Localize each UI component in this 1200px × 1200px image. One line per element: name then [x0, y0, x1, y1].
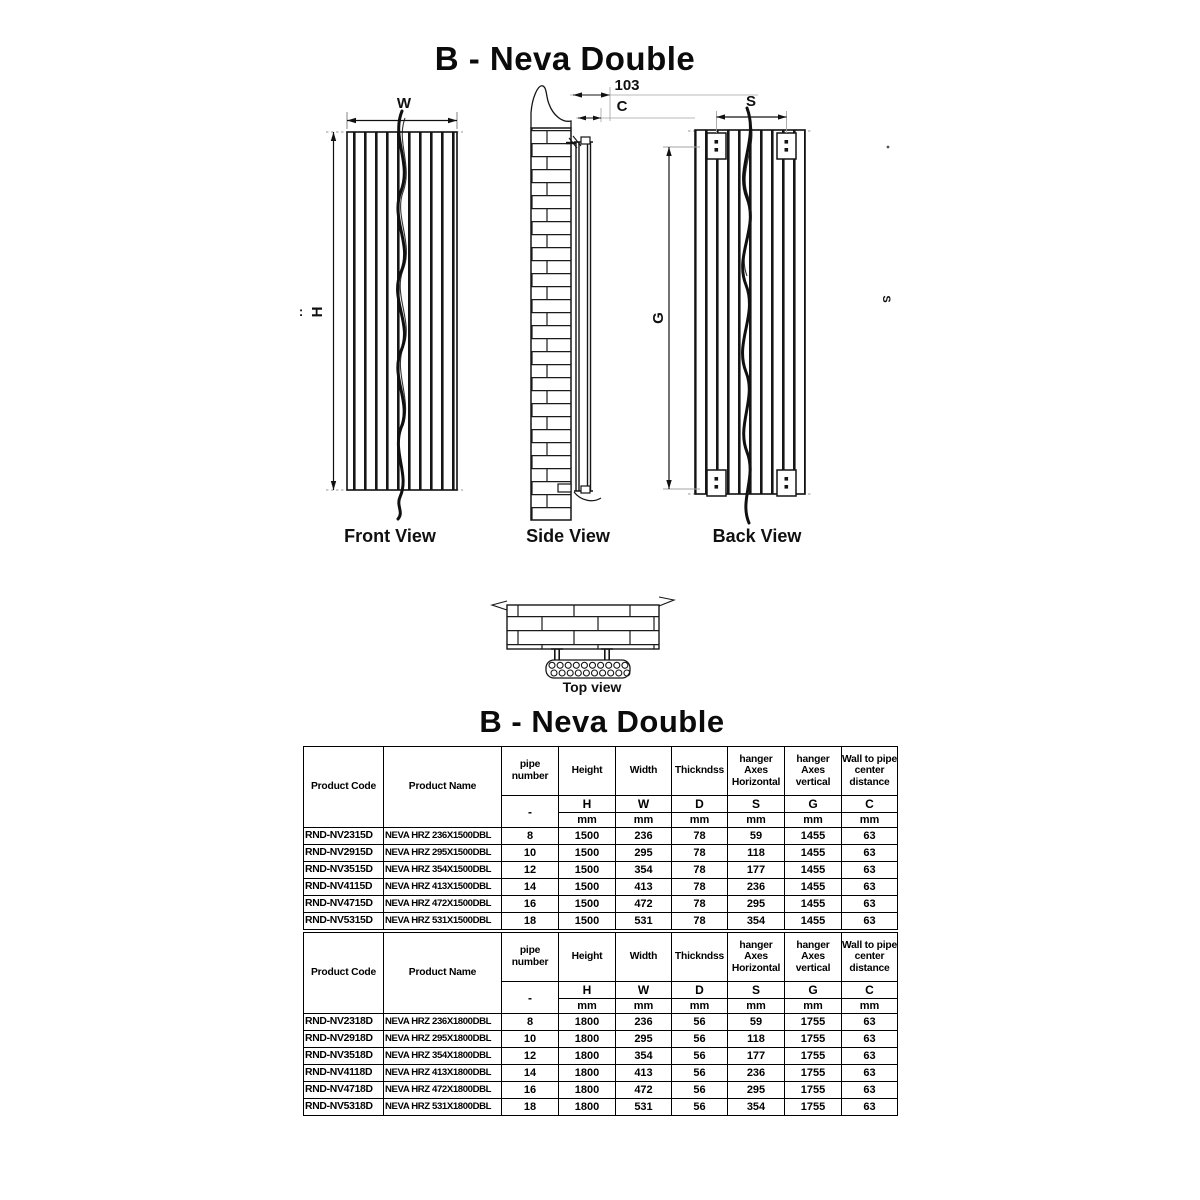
unit-mm: mm: [842, 999, 898, 1014]
table-cell: 12: [502, 1048, 559, 1065]
table-cell: NEVA HRZ 531X1500DBL: [384, 913, 502, 930]
stray-s-mark: S: [880, 295, 892, 303]
spec-table-1800: [303, 932, 898, 1116]
front-view-label: Front View: [344, 526, 436, 546]
table-cell: 63: [842, 1014, 898, 1031]
table-cell: 1755: [785, 1099, 842, 1116]
table-cell: 295: [728, 1082, 785, 1099]
unit-mm: mm: [559, 813, 616, 828]
table-cell: 59: [728, 828, 785, 845]
table-cell: 354: [616, 1048, 672, 1065]
table-cell: 59: [728, 1014, 785, 1031]
table-cell: 63: [842, 845, 898, 862]
table-cell: 1755: [785, 1065, 842, 1082]
table-cell: 295: [616, 845, 672, 862]
arrow-icon: [448, 118, 457, 123]
table-cell: 1455: [785, 913, 842, 930]
table-cell: 1500: [559, 828, 616, 845]
table-row: [304, 1082, 898, 1099]
table-cell: 8: [502, 828, 559, 845]
table-cell: 354: [616, 862, 672, 879]
table-cell: 18: [502, 1099, 559, 1116]
arrow-icon: [331, 481, 336, 490]
table-cell: 78: [672, 913, 728, 930]
table-cell: 1755: [785, 1082, 842, 1099]
sym-h: H: [559, 796, 616, 813]
hanger-bracket: [707, 133, 726, 159]
pipe-placeholder: -: [502, 982, 559, 1014]
table-cell: 56: [672, 1099, 728, 1116]
table-cell: RND-NV4115D: [304, 879, 384, 896]
table-cell: 18: [502, 913, 559, 930]
table-row: [304, 896, 898, 913]
table-cell: 1455: [785, 896, 842, 913]
table-cell: 177: [728, 1048, 785, 1065]
col-width: Width: [616, 933, 672, 982]
table-cell: RND-NV2918D: [304, 1031, 384, 1048]
unit-mm: mm: [616, 999, 672, 1014]
spec-table-1800-wrap: [303, 932, 897, 1116]
col-product-code: Product Code: [304, 933, 384, 1014]
table-cell: 63: [842, 896, 898, 913]
col-pipe-number: pipe number: [502, 747, 559, 796]
radiator-side-profile: [574, 142, 593, 491]
col-height: Height: [559, 747, 616, 796]
table-cell: 56: [672, 1031, 728, 1048]
sym-w: W: [616, 796, 672, 813]
table-cell: NEVA HRZ 531X1800DBL: [384, 1099, 502, 1116]
table-cell: RND-NV4718D: [304, 1082, 384, 1099]
bottom-bracket: [558, 484, 571, 492]
dim-label-103: 103: [614, 77, 640, 94]
table-cell: 14: [502, 879, 559, 896]
table-cell: 177: [728, 862, 785, 879]
margin-mark: :: [298, 304, 304, 319]
arrow-icon: [601, 92, 610, 97]
bottom-valve: [581, 486, 590, 493]
table-cell: 63: [842, 862, 898, 879]
table-cell: 531: [616, 1099, 672, 1116]
table-cell: 1455: [785, 862, 842, 879]
table-cell: 1455: [785, 828, 842, 845]
wall-break-top: [531, 86, 571, 128]
table-cell: 118: [728, 845, 785, 862]
table-cell: 295: [728, 896, 785, 913]
table-cell: 1800: [559, 1082, 616, 1099]
arrow-icon: [331, 132, 336, 141]
hanger-bracket: [777, 133, 796, 159]
table-cell: 63: [842, 913, 898, 930]
table-cell: RND-NV2915D: [304, 845, 384, 862]
col-hanger-horizontal: hanger Axes Horizontal: [728, 747, 785, 796]
table-cell: 531: [616, 913, 672, 930]
table-cell: 63: [842, 879, 898, 896]
table-cell: RND-NV5318D: [304, 1099, 384, 1116]
unit-mm: mm: [728, 813, 785, 828]
table-cell: 236: [616, 828, 672, 845]
unit-mm: mm: [559, 999, 616, 1014]
table-cell: 295: [616, 1031, 672, 1048]
table-cell: 63: [842, 1065, 898, 1082]
sym-h: H: [559, 982, 616, 999]
table-cell: 78: [672, 845, 728, 862]
dim-label-w: W: [396, 95, 412, 112]
table-cell: 413: [616, 879, 672, 896]
table-cell: 236: [616, 1014, 672, 1031]
sym-s: S: [728, 982, 785, 999]
table-cell: 1500: [559, 862, 616, 879]
brick-wall-top: [507, 605, 659, 649]
table-cell: 78: [672, 862, 728, 879]
table-cell: 10: [502, 845, 559, 862]
unit-mm: mm: [785, 999, 842, 1014]
sym-d: D: [672, 982, 728, 999]
sym-w: W: [616, 982, 672, 999]
arrow-icon: [578, 116, 586, 121]
back-view: [650, 93, 892, 546]
table-cell: 413: [616, 1065, 672, 1082]
table-row: [304, 1065, 898, 1082]
table-cell: 1800: [559, 1048, 616, 1065]
table-cell: NEVA HRZ 295X1500DBL: [384, 845, 502, 862]
unit-mm: mm: [672, 813, 728, 828]
table-cell: 1755: [785, 1014, 842, 1031]
unit-mm: mm: [616, 813, 672, 828]
table-cell: 56: [672, 1082, 728, 1099]
col-hanger-horizontal: hanger Axes Horizontal: [728, 933, 785, 982]
dim-extension: [601, 87, 610, 122]
table-cell: 118: [728, 1031, 785, 1048]
arrow-icon: [666, 147, 671, 156]
arrow-icon: [666, 480, 671, 489]
table-cell: NEVA HRZ 236X1800DBL: [384, 1014, 502, 1031]
col-thickness: Thickndss: [672, 747, 728, 796]
table-cell: NEVA HRZ 413X1800DBL: [384, 1065, 502, 1082]
stray-dot: [887, 146, 890, 149]
spec-table-1500-wrap: [303, 746, 897, 930]
table-cell: NEVA HRZ 354X1800DBL: [384, 1048, 502, 1065]
table-cell: 1455: [785, 879, 842, 896]
table-cell: NEVA HRZ 472X1500DBL: [384, 896, 502, 913]
col-thickness: Thickndss: [672, 933, 728, 982]
arrow-icon: [778, 114, 787, 119]
sym-c: C: [842, 982, 898, 999]
table-row: [304, 1048, 898, 1065]
arrow-icon: [593, 116, 601, 121]
table-cell: 63: [842, 828, 898, 845]
table-cell: 1500: [559, 913, 616, 930]
top-view: [492, 597, 674, 695]
table-cell: 1500: [559, 879, 616, 896]
unit-mm: mm: [842, 813, 898, 828]
table-cell: 354: [728, 1099, 785, 1116]
table-cell: 1755: [785, 1031, 842, 1048]
sym-c: C: [842, 796, 898, 813]
wall-break-right: [659, 597, 674, 606]
unit-mm: mm: [728, 999, 785, 1014]
table-cell: 472: [616, 1082, 672, 1099]
table-cell: NEVA HRZ 413X1500DBL: [384, 879, 502, 896]
col-wall-to-pipe: Wall to pipe center distance: [842, 747, 898, 796]
table-cell: 1500: [559, 896, 616, 913]
table-row: [304, 845, 898, 862]
col-product-name: Product Name: [384, 747, 502, 828]
table-cell: 1755: [785, 1048, 842, 1065]
table-cell: RND-NV4118D: [304, 1065, 384, 1082]
sym-d: D: [672, 796, 728, 813]
table-cell: RND-NV5315D: [304, 913, 384, 930]
table-cell: 16: [502, 896, 559, 913]
col-hanger-vertical: hanger Axes vertical: [785, 933, 842, 982]
back-view-label: Back View: [712, 526, 802, 546]
sym-s: S: [728, 796, 785, 813]
table-cell: 63: [842, 1048, 898, 1065]
dim-label-c: C: [616, 98, 628, 115]
table-cell: NEVA HRZ 236X1500DBL: [384, 828, 502, 845]
table-cell: 1800: [559, 1099, 616, 1116]
top-view-label: Top view: [562, 679, 622, 695]
col-hanger-vertical: hanger Axes vertical: [785, 747, 842, 796]
wall-break-left: [492, 601, 507, 610]
side-view-label: Side View: [526, 526, 610, 546]
col-width: Width: [616, 747, 672, 796]
table-cell: 10: [502, 1031, 559, 1048]
table-cell: 63: [842, 1082, 898, 1099]
hanger-bracket: [707, 470, 726, 496]
table-cell: 56: [672, 1065, 728, 1082]
table-cell: 354: [728, 913, 785, 930]
table-cell: 1800: [559, 1014, 616, 1031]
unit-mm: mm: [785, 813, 842, 828]
table-cell: RND-NV3518D: [304, 1048, 384, 1065]
table-cell: 472: [616, 896, 672, 913]
front-view: [299, 95, 463, 546]
unit-mm: mm: [672, 999, 728, 1014]
table-cell: RND-NV3515D: [304, 862, 384, 879]
pipe-placeholder: -: [502, 796, 559, 828]
sym-g: G: [785, 796, 842, 813]
table-cell: 78: [672, 828, 728, 845]
table-cell: 1455: [785, 845, 842, 862]
table-cell: 12: [502, 862, 559, 879]
table-cell: RND-NV2318D: [304, 1014, 384, 1031]
arrow-icon: [573, 92, 582, 97]
sym-g: G: [785, 982, 842, 999]
table-cell: 56: [672, 1014, 728, 1031]
table-cell: 63: [842, 1031, 898, 1048]
col-pipe-number: pipe number: [502, 933, 559, 982]
table-row: [304, 828, 898, 845]
table-cell: 1500: [559, 845, 616, 862]
spec-table-1500: [303, 746, 898, 930]
table-row: [304, 862, 898, 879]
table-cell: NEVA HRZ 295X1800DBL: [384, 1031, 502, 1048]
table-row: [304, 1031, 898, 1048]
table-cell: RND-NV4715D: [304, 896, 384, 913]
dim-label-s: S: [745, 93, 757, 110]
brick-wall: [531, 128, 571, 520]
table-cell: RND-NV2315D: [304, 828, 384, 845]
table-row: [304, 913, 898, 930]
table-cell: NEVA HRZ 354X1500DBL: [384, 862, 502, 879]
col-wall-to-pipe: Wall to pipe center distance: [842, 933, 898, 982]
top-valve: [581, 137, 590, 144]
arrow-icon: [347, 118, 356, 123]
table-cell: 1800: [559, 1031, 616, 1048]
dim-label-g: G: [650, 312, 667, 324]
table-row: [304, 879, 898, 896]
table-cell: 8: [502, 1014, 559, 1031]
table-row: [304, 1014, 898, 1031]
table-cell: 14: [502, 1065, 559, 1082]
table-cell: 78: [672, 879, 728, 896]
table-cell: NEVA HRZ 472X1800DBL: [384, 1082, 502, 1099]
table-cell: 56: [672, 1048, 728, 1065]
table-cell: 1800: [559, 1065, 616, 1082]
col-product-name: Product Name: [384, 933, 502, 1014]
table-cell: 63: [842, 1099, 898, 1116]
table-cell: 16: [502, 1082, 559, 1099]
arrow-icon: [717, 114, 726, 119]
table-cell: 78: [672, 896, 728, 913]
table-cell: 236: [728, 879, 785, 896]
table-cell: 236: [728, 1065, 785, 1082]
table-row: [304, 1099, 898, 1116]
col-product-code: Product Code: [304, 747, 384, 828]
col-height: Height: [559, 933, 616, 982]
table-section-title: B - Neva Double: [479, 704, 725, 739]
dim-label-h: H: [309, 306, 326, 318]
hanger-bracket: [777, 470, 796, 496]
diagram-title: B - Neva Double: [434, 40, 696, 77]
